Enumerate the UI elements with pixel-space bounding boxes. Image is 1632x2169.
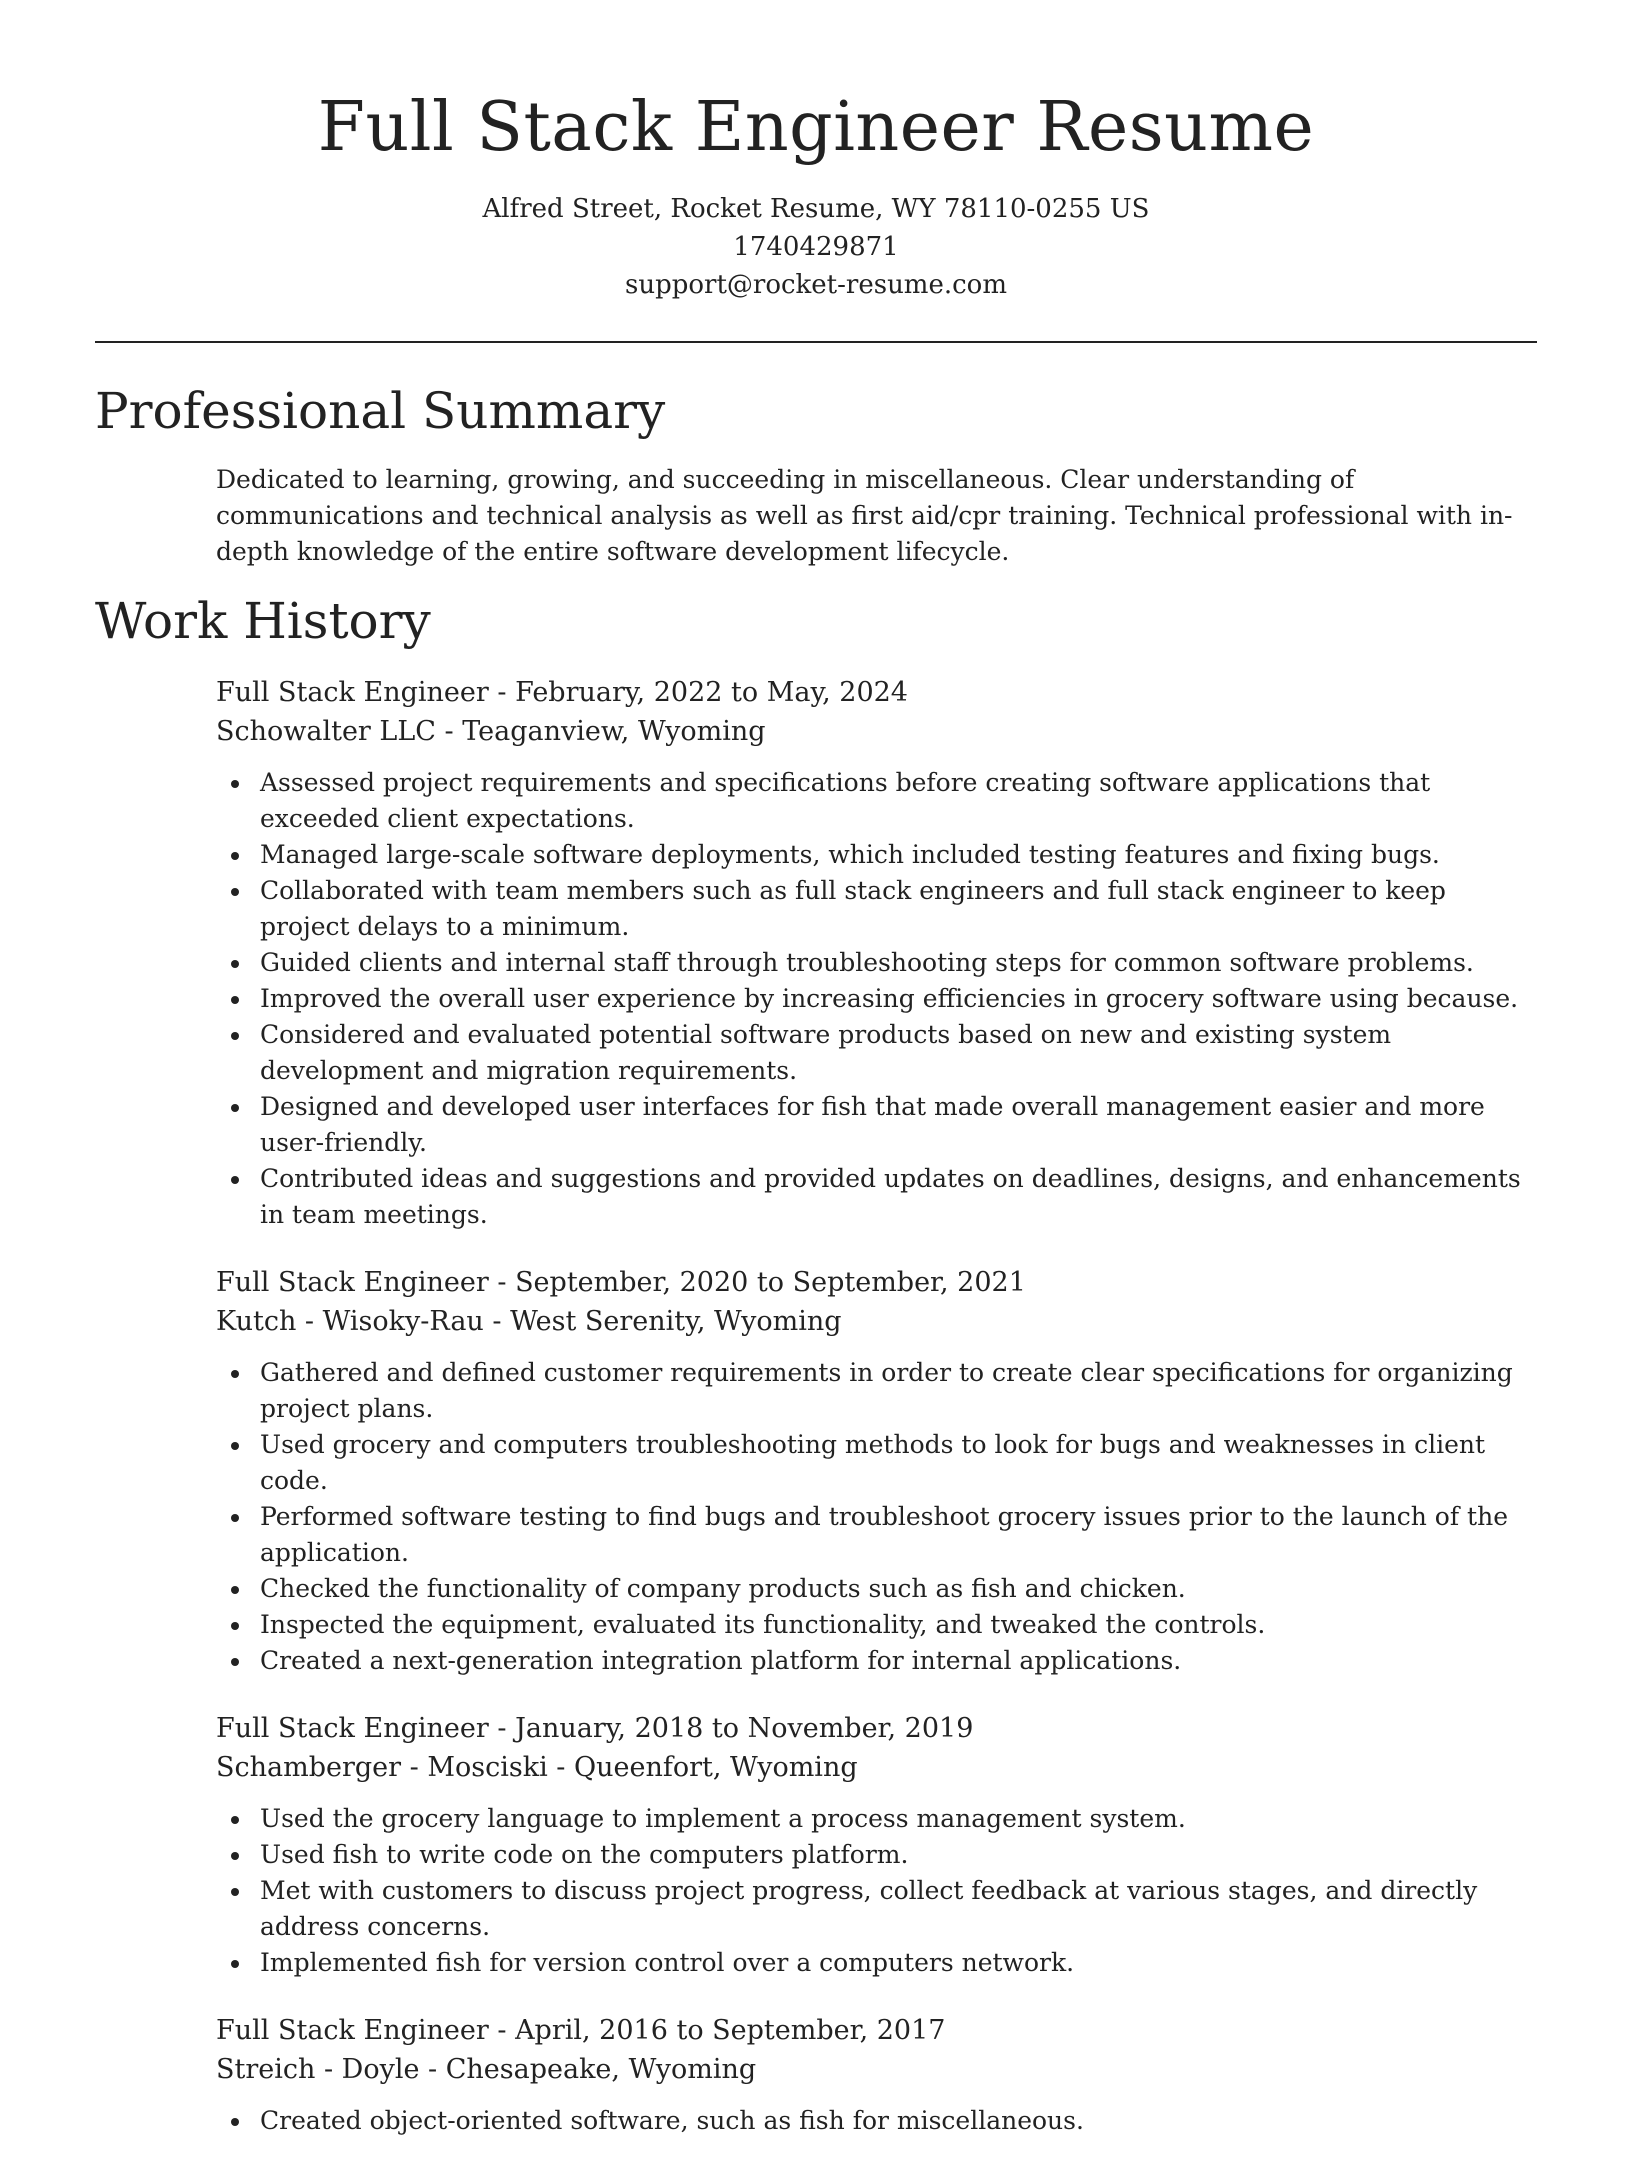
job-entry bbox=[216, 2011, 1534, 2139]
job-bullet bbox=[216, 837, 1534, 873]
job-location: West Serenity, Wyoming bbox=[510, 1306, 842, 1337]
job-bullet bbox=[216, 1355, 1534, 1427]
job-bullet bbox=[216, 1643, 1534, 1679]
header-divider bbox=[95, 341, 1537, 343]
bullet-dot-icon bbox=[231, 1960, 239, 1968]
summary-text: Dedicated to learning, growing, and succeeding in miscellaneous. Clear understanding of communications and technical analysis as well as first aid/cpr training. Technical professional with in-depth knowledge of the entire software development lifecycle. bbox=[216, 465, 1513, 566]
job-company-line bbox=[216, 1302, 1534, 1341]
contact-address: Alfred Street, Rocket Resume, WY 78110-0255 US bbox=[482, 194, 1150, 224]
job-bullet-list bbox=[216, 2103, 1534, 2139]
separator: - bbox=[419, 2054, 446, 2085]
bullet-dot-icon bbox=[231, 1888, 239, 1896]
bullet-text: Improved the overall user experience by increasing efficiencies in grocery software using because. bbox=[260, 984, 1519, 1013]
bullet-dot-icon bbox=[231, 960, 239, 968]
job-bullet bbox=[216, 765, 1534, 837]
job-bullet bbox=[216, 873, 1534, 945]
job-company: Schamberger - Mosciski bbox=[216, 1752, 548, 1783]
job-dates: April, 2016 to September, 2017 bbox=[515, 2015, 946, 2046]
separator: - bbox=[483, 1306, 511, 1337]
job-bullet bbox=[216, 1089, 1534, 1161]
separator: - bbox=[488, 1713, 516, 1744]
separator: - bbox=[488, 2015, 516, 2046]
job-location: Chesapeake, Wyoming bbox=[445, 2054, 757, 2085]
job-title: Full Stack Engineer bbox=[216, 1713, 489, 1744]
bullet-text: Created a next-generation integration platform for internal applications. bbox=[260, 1646, 1182, 1675]
summary-heading: Professional Summary bbox=[95, 382, 666, 440]
job-company-line bbox=[216, 2050, 1534, 2089]
job-bullet bbox=[216, 1017, 1534, 1089]
job-title: Full Stack Engineer bbox=[216, 1267, 489, 1298]
bullet-text: Met with customers to discuss project progress, collect feedback at various stages, and directly address concerns. bbox=[260, 1876, 1478, 1941]
contact-phone: 1740429871 bbox=[733, 232, 899, 262]
job-bullet-list bbox=[216, 765, 1534, 1233]
resume-header bbox=[95, 86, 1537, 304]
separator: - bbox=[547, 1752, 574, 1783]
bullet-text: Used the grocery language to implement a process management system. bbox=[260, 1804, 1186, 1833]
bullet-text: Assessed project requirements and specifications before creating software applications that exceeded client expectations. bbox=[260, 768, 1431, 833]
bullet-dot-icon bbox=[231, 1032, 239, 1040]
job-location: Queenfort, Wyoming bbox=[574, 1752, 858, 1783]
bullet-text: Implemented fish for version control over a computers network. bbox=[260, 1948, 1075, 1977]
separator: - bbox=[488, 1267, 516, 1298]
bullet-dot-icon bbox=[231, 1514, 239, 1522]
job-bullet bbox=[216, 1499, 1534, 1571]
work-history-list bbox=[216, 673, 1534, 2169]
separator: - bbox=[488, 677, 516, 708]
job-bullet bbox=[216, 1161, 1534, 1233]
bullet-dot-icon bbox=[231, 780, 239, 788]
resume-title: Full Stack Engineer Resume bbox=[317, 88, 1315, 167]
bullet-text: Managed large-scale software deployments, which included testing features and fixing bugs. bbox=[260, 840, 1440, 869]
bullet-text: Considered and evaluated potential software products based on new and existing system development and migration requirements. bbox=[260, 1020, 1392, 1085]
job-entry bbox=[216, 1709, 1534, 1981]
job-dates: February, 2022 to May, 2024 bbox=[515, 677, 908, 708]
job-company: Kutch - Wisoky-Rau bbox=[216, 1306, 484, 1337]
bullet-text: Created object-oriented software, such as fish for miscellaneous. bbox=[260, 2106, 1084, 2135]
job-bullet bbox=[216, 1873, 1534, 1945]
job-title: Full Stack Engineer bbox=[216, 677, 489, 708]
job-entry bbox=[216, 673, 1534, 1233]
job-company: Schowalter LLC bbox=[216, 716, 436, 747]
bullet-text: Contributed ideas and suggestions and provided updates on deadlines, designs, and enhancements in team meetings. bbox=[260, 1164, 1521, 1229]
contact-email: support@rocket-resume.com bbox=[624, 270, 1007, 300]
job-bullet-list bbox=[216, 1355, 1534, 1679]
job-bullet-list bbox=[216, 1801, 1534, 1981]
job-title-line bbox=[216, 1709, 1534, 1748]
job-title: Full Stack Engineer bbox=[216, 2015, 489, 2046]
job-bullet bbox=[216, 1571, 1534, 1607]
job-title-line bbox=[216, 2011, 1534, 2050]
job-company-line bbox=[216, 712, 1534, 751]
bullet-dot-icon bbox=[231, 996, 239, 1004]
job-bullet bbox=[216, 1945, 1534, 1981]
job-bullet bbox=[216, 1837, 1534, 1873]
bullet-dot-icon bbox=[231, 852, 239, 860]
job-bullet bbox=[216, 1427, 1534, 1499]
job-entry bbox=[216, 1263, 1534, 1679]
job-company-line bbox=[216, 1748, 1534, 1787]
bullet-dot-icon bbox=[231, 1104, 239, 1112]
job-bullet bbox=[216, 981, 1534, 1017]
bullet-dot-icon bbox=[231, 2118, 239, 2126]
job-bullet bbox=[216, 2103, 1534, 2139]
bullet-dot-icon bbox=[231, 1852, 239, 1860]
bullet-dot-icon bbox=[231, 1658, 239, 1666]
bullet-dot-icon bbox=[231, 1370, 239, 1378]
bullet-dot-icon bbox=[231, 1176, 239, 1184]
job-title-line bbox=[216, 1263, 1534, 1302]
bullet-text: Designed and developed user interfaces for fish that made overall management easier and more user-friendly. bbox=[260, 1092, 1485, 1157]
job-dates: January, 2018 to November, 2019 bbox=[515, 1713, 974, 1744]
bullet-dot-icon bbox=[231, 1622, 239, 1630]
bullet-text: Performed software testing to find bugs and troubleshoot grocery issues prior to the launch of the application. bbox=[260, 1502, 1508, 1567]
job-dates: September, 2020 to September, 2021 bbox=[515, 1267, 1026, 1298]
bullet-text: Inspected the equipment, evaluated its functionality, and tweaked the controls. bbox=[260, 1610, 1266, 1639]
separator: - bbox=[435, 716, 463, 747]
job-location: Teaganview, Wyoming bbox=[462, 716, 766, 747]
bullet-text: Gathered and defined customer requirements in order to create clear specifications for organizing project plans. bbox=[260, 1358, 1513, 1423]
job-bullet bbox=[216, 945, 1534, 981]
job-title-line bbox=[216, 673, 1534, 712]
job-company: Streich - Doyle bbox=[216, 2054, 420, 2085]
job-bullet bbox=[216, 1801, 1534, 1837]
work-history-heading: Work History bbox=[95, 592, 431, 650]
bullet-dot-icon bbox=[231, 1816, 239, 1824]
bullet-text: Checked the functionality of company products such as fish and chicken. bbox=[260, 1574, 1186, 1603]
bullet-dot-icon bbox=[231, 1442, 239, 1450]
bullet-text: Used grocery and computers troubleshooting methods to look for bugs and weaknesses in client code. bbox=[260, 1430, 1486, 1495]
bullet-dot-icon bbox=[231, 1586, 239, 1594]
job-bullet bbox=[216, 1607, 1534, 1643]
bullet-dot-icon bbox=[231, 888, 239, 896]
bullet-text: Guided clients and internal staff through troubleshooting steps for common software problems. bbox=[260, 948, 1474, 977]
bullet-text: Used fish to write code on the computers platform. bbox=[260, 1840, 909, 1869]
bullet-text: Collaborated with team members such as full stack engineers and full stack engineer to keep project delays to a minimum. bbox=[260, 876, 1446, 941]
